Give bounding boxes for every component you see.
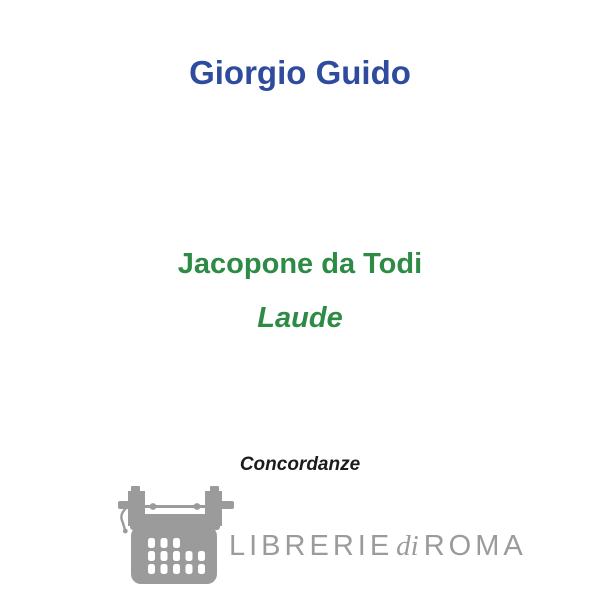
publisher-name [229,530,527,563]
publisher-name-roma: ROMA [423,530,527,562]
work-author: Jacopone da Todi [177,248,423,280]
publisher-name-librerie: LIBRERIE [229,530,394,562]
publisher-logo [117,486,527,588]
subtitle-label: Concordanze [239,454,361,475]
author-name: Giorgio Guido [189,54,411,91]
publisher-name-di: di [396,530,419,562]
work-title: Laude [257,302,343,334]
typewriter-icon [117,486,235,588]
